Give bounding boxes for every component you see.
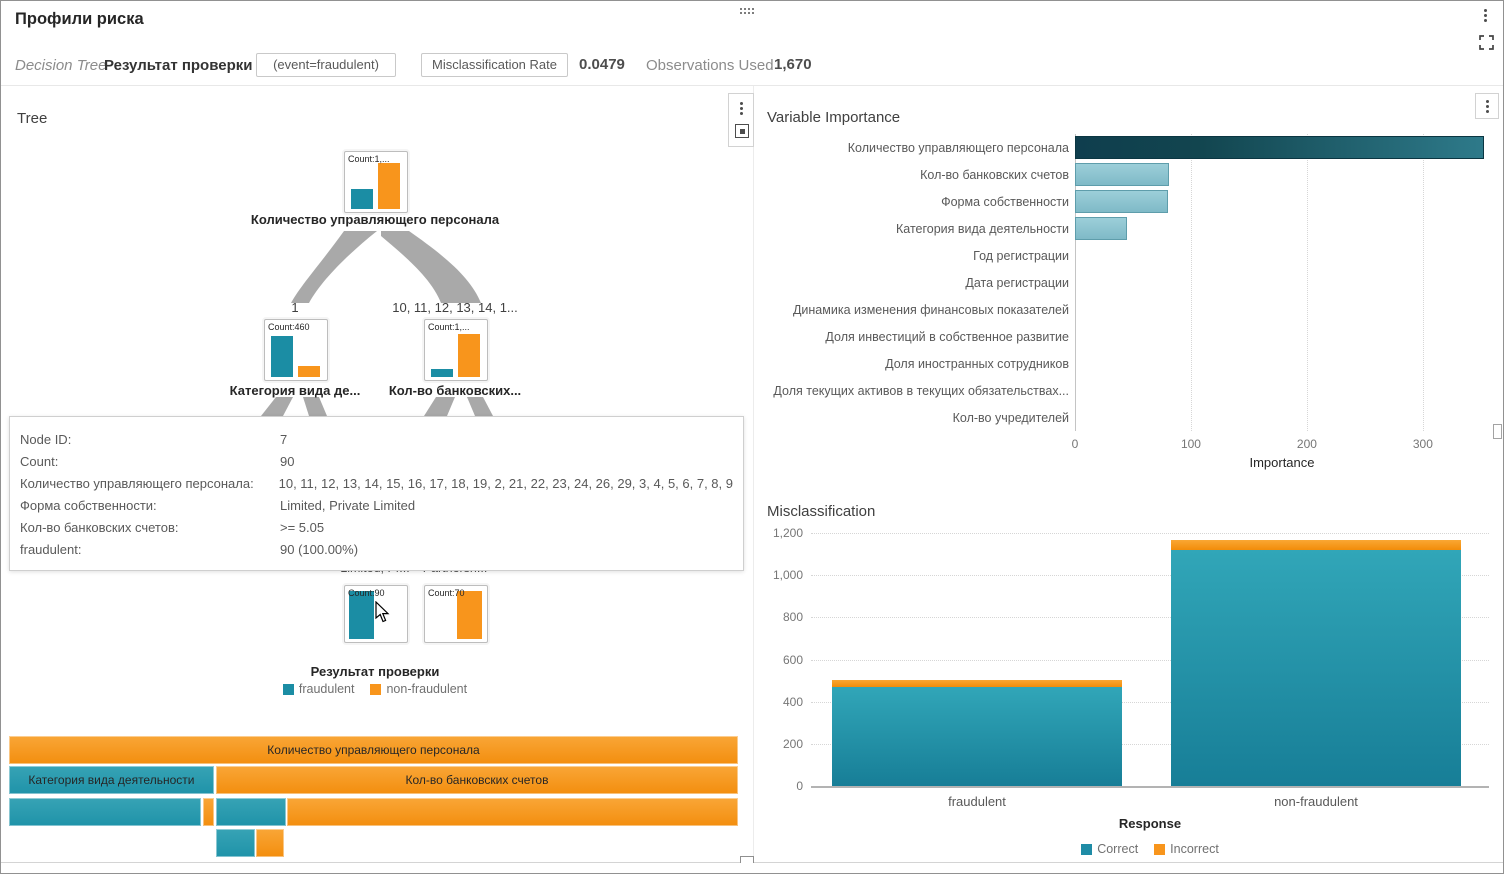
node-bar-fraudulent [349, 591, 374, 639]
x-axis-category-label: non-fraudulent [1274, 794, 1358, 809]
branch-value-label: 1 [291, 300, 299, 315]
x-axis-tick-label: 200 [1296, 437, 1317, 451]
vi-bar-track [1075, 325, 1489, 348]
vi-bar-track [1075, 136, 1489, 159]
vi-category-label: Кол-во учредителей [952, 410, 1069, 425]
legend-item [1081, 842, 1138, 856]
legend-title: Результат проверки [310, 664, 440, 679]
vi-category-label: Категория вида деятельности [895, 221, 1069, 236]
tooltip-row [20, 517, 733, 539]
y-axis-tick-label: 600 [782, 652, 803, 667]
icicle-segment[interactable] [256, 829, 284, 857]
vi-category-label: Количество управляющего персонала [847, 140, 1069, 155]
icicle-segment[interactable] [216, 798, 286, 826]
vi-row [759, 323, 1489, 350]
node-count-label: Count:460 [268, 322, 310, 332]
node-bar-non-fraudulent [457, 591, 482, 639]
vi-bar-track [1075, 352, 1489, 375]
x-axis-line [811, 786, 1489, 788]
vi-category-label: Год регистрации [973, 248, 1069, 263]
vi-category-label: Доля текущих активов в текущих обязательствах... [773, 383, 1069, 398]
tooltip-row-value: >= 5.05 [280, 520, 325, 535]
vi-bar-rows [759, 134, 1489, 431]
mc-bar-correct[interactable] [832, 687, 1122, 786]
vi-row [759, 404, 1489, 431]
kebab-menu-icon[interactable] [1486, 100, 1489, 103]
vi-category-label: Доля инвестиций в собственное развитие [825, 329, 1069, 344]
node-split-label: Категория вида де... [229, 383, 361, 398]
tooltip-row-label: Кол-во банковских счетов: [20, 520, 179, 535]
tooltip-rows [20, 429, 733, 561]
vi-row [759, 377, 1489, 404]
vi-bar[interactable] [1075, 136, 1484, 159]
tree-node-root[interactable] [344, 151, 408, 213]
legend-swatch [1081, 844, 1092, 855]
tooltip-row [20, 451, 733, 473]
icicle-segment[interactable] [287, 798, 738, 826]
x-axis-category-label: fraudulent [948, 794, 1006, 809]
icicle-segment[interactable]: Кол-во банковских счетов [216, 766, 738, 794]
vi-row [759, 242, 1489, 269]
vi-category-label: Доля иностранных сотрудников [885, 356, 1069, 371]
maximize-node-icon[interactable] [735, 124, 749, 138]
node-split-label: Количество управляющего персонала [250, 212, 500, 227]
vi-row [759, 161, 1489, 188]
tooltip-row-label: Count: [20, 454, 59, 469]
tooltip-row-value: 7 [280, 432, 288, 447]
y-axis-tick-label: 400 [782, 694, 803, 709]
vi-bar[interactable] [1075, 217, 1127, 240]
legend-label: fraudulent [298, 682, 355, 696]
expand-icon[interactable] [1478, 34, 1495, 56]
mc-bar-correct[interactable] [1171, 550, 1461, 786]
misclassification-rate-value: 0.0479 [579, 56, 625, 73]
tree-legend [215, 664, 535, 696]
page-title: Профили риска [15, 10, 144, 28]
icicle-segment[interactable]: Категория вида деятельности [9, 766, 214, 794]
tooltip-row-label: Форма собственности: [20, 498, 157, 513]
tooltip-row-label: Количество управляющего персонала: [20, 476, 254, 491]
tooltip-row-value: 90 (100.00%) [280, 542, 359, 557]
vi-bar-track [1075, 190, 1489, 213]
legend-swatch [370, 684, 381, 695]
legend-item [370, 682, 467, 696]
y-axis-tick-label: 1,000 [772, 568, 803, 583]
node-split-label: Кол-во банковских... [388, 383, 522, 398]
tooltip-row-label: Node ID: [20, 432, 72, 447]
y-axis-tick-label: 200 [782, 736, 803, 751]
icicle-segment[interactable] [216, 829, 255, 857]
vi-category-label: Кол-во банковских счетов [920, 167, 1069, 182]
x-axis-title: Response [1118, 816, 1182, 831]
model-type-label: Decision Tree [15, 57, 107, 74]
vi-bar-track [1075, 298, 1489, 321]
node-count-label: Count:1,... [428, 322, 470, 332]
chart-menu [1475, 93, 1499, 119]
vi-bar-track [1075, 379, 1489, 402]
vi-bar-track [1075, 163, 1489, 186]
metric-selector-button[interactable]: Misclassification Rate [421, 53, 568, 77]
mc-gridline [811, 533, 1489, 534]
node-count-label: Count:1,... [348, 154, 390, 164]
kebab-menu-icon[interactable] [1484, 9, 1487, 12]
vi-row [759, 269, 1489, 296]
legend-swatch [283, 684, 294, 695]
event-filter-button[interactable]: (event=fraudulent) [256, 53, 396, 77]
mouse-cursor [375, 601, 391, 624]
tree-panel-title: Tree [17, 110, 48, 127]
tooltip-row-value: 10, 11, 12, 13, 14, 15, 16, 17, 18, 19, 2, 21, 22, 23, 24, 26, 29, 3, 4, 5, 6, 7, 8, 9 [278, 476, 733, 491]
vi-bar-track [1075, 406, 1489, 429]
y-axis-tick-label: 800 [782, 610, 803, 625]
vi-row [759, 188, 1489, 215]
node-bar-non-fraudulent [298, 366, 320, 377]
tooltip-row-label: fraudulent: [20, 542, 82, 557]
vi-bar-track [1075, 271, 1489, 294]
tooltip-row [20, 429, 733, 451]
observations-used-label: Observations Used [646, 57, 774, 74]
node-count-label: Count:90 [348, 588, 385, 598]
misclassification-plot [772, 526, 1489, 809]
node-bar-fraudulent [431, 369, 453, 377]
observations-used-value: 1,670 [774, 56, 812, 73]
tree-node-level2-left[interactable] [264, 319, 328, 381]
branch-value-label: 10, 11, 12, 13, 14, 1... [392, 300, 518, 315]
legend-swatch [1154, 844, 1165, 855]
y-axis-tick-label: 1,200 [772, 526, 803, 540]
mc-bar-incorrect[interactable] [1171, 540, 1461, 551]
tree-node-leaf-right[interactable] [424, 585, 488, 643]
node-bar-non-fraudulent [378, 163, 400, 209]
splitter-handle[interactable] [740, 856, 754, 863]
legend-item [1154, 842, 1219, 856]
icicle-segment[interactable]: Количество управляющего персонала [9, 736, 738, 764]
chart-title: Misclassification [767, 503, 876, 520]
vi-bar[interactable] [1075, 163, 1169, 186]
vi-bar-track [1075, 217, 1489, 240]
node-bar-non-fraudulent [458, 334, 480, 377]
x-axis-tick-label: 0 [1071, 437, 1079, 451]
icicle-segment[interactable] [203, 798, 214, 826]
vi-bar[interactable] [1075, 190, 1168, 213]
legend-items [215, 682, 535, 696]
kebab-menu-icon[interactable] [740, 102, 743, 105]
vi-row [759, 296, 1489, 323]
vi-bar-track [1075, 244, 1489, 267]
tooltip-row [20, 495, 733, 517]
node-bar-fraudulent [271, 336, 293, 377]
x-axis-tick-label: 300 [1412, 437, 1433, 451]
legend-label: Incorrect [1170, 842, 1219, 856]
chart-title: Variable Importance [767, 109, 901, 126]
tree-toolbar [728, 93, 754, 147]
y-axis-tick-label: 0 [796, 779, 803, 793]
legend-label: non-fraudulent [386, 682, 468, 696]
tree-node-level2-right[interactable] [424, 319, 488, 381]
tooltip-row-value: Limited, Private Limited [280, 498, 416, 513]
tooltip-row [20, 539, 733, 561]
variable-importance-panel [759, 93, 1499, 473]
drag-handle-icon[interactable] [740, 8, 742, 10]
icicle-segment[interactable] [9, 798, 201, 826]
legend-item [283, 682, 355, 696]
x-axis-tick-label: 100 [1180, 437, 1201, 451]
vi-row [759, 215, 1489, 242]
node-bar-fraudulent [351, 189, 373, 209]
vi-row [759, 350, 1489, 377]
x-axis-title: Importance [1249, 455, 1315, 470]
maximize-node-icon-inner [740, 129, 745, 134]
legend-label: Correct [1097, 842, 1139, 856]
model-target-label: Результат проверки [104, 57, 253, 74]
misclassification-panel [759, 501, 1499, 869]
mc-bar-incorrect[interactable] [832, 680, 1122, 687]
vi-category-label: Форма собственности [941, 194, 1069, 209]
node-tooltip [9, 416, 744, 571]
tooltip-row [20, 473, 733, 495]
legend-items [811, 842, 1489, 856]
icicle-plot [9, 736, 738, 860]
vi-row [759, 134, 1489, 161]
vi-category-label: Дата регистрации [965, 275, 1069, 290]
tooltip-row-value: 90 [280, 454, 295, 469]
node-count-label: Count:70 [428, 588, 465, 598]
vi-category-label: Динамика изменения финансовых показателей [792, 302, 1069, 317]
